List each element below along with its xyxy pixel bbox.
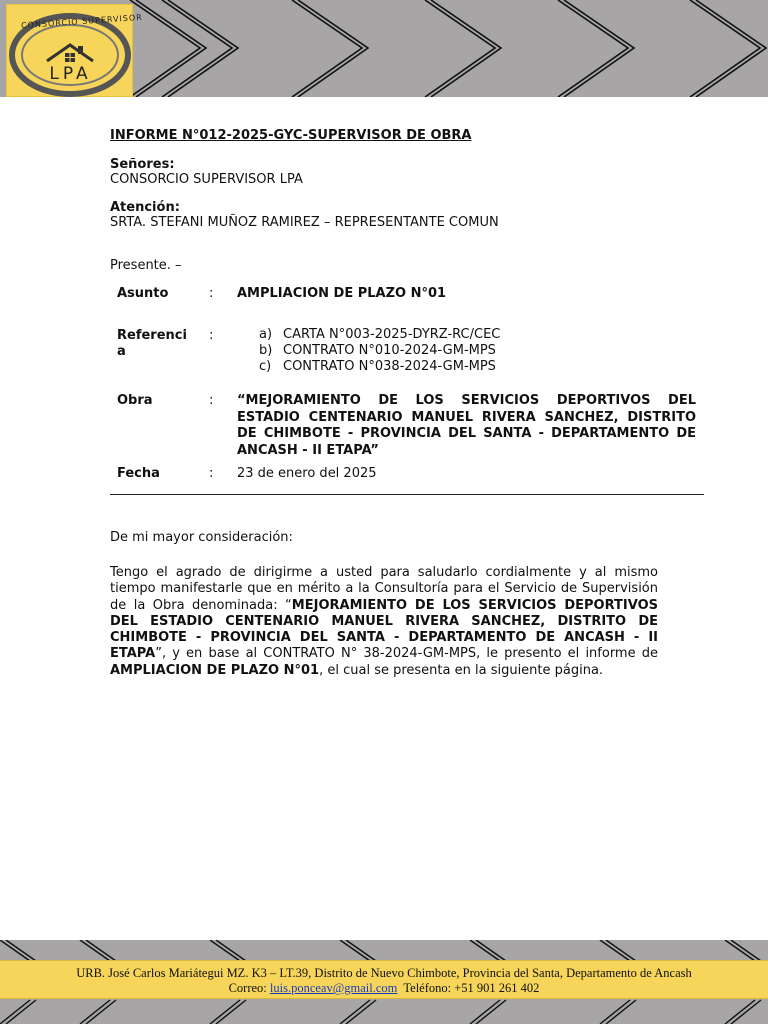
fecha-value: 23 de enero del 2025 (237, 466, 377, 481)
asunto-label: Asunto (117, 286, 169, 301)
asunto-colon: : (209, 286, 214, 301)
atencion-label: Atención: (110, 200, 180, 215)
greeting: De mi mayor consideración: (110, 530, 293, 545)
obra-value: “MEJORAMIENTO DE LOS SERVICIOS DEPORTIVOS DEL ESTADIO CENTENARIO MANUEL RIVERA SANCHEZ, DISTRITO DE CHIMBOTE - PROVINCIA DEL SANTA - DEPARTAMENTO DE ANCASH - II ETAPA” (237, 393, 696, 458)
footer-email-label: Correo: (228, 981, 267, 995)
footer-contact (0, 960, 768, 999)
senores-label: Señores: (110, 157, 175, 172)
logo-initials: LPA (49, 64, 92, 84)
obra-label: Obra (117, 393, 153, 408)
body-text-part2: ”, y en base al CONTRATO N° 38-2024-GM-MPS, le presento el informe de (155, 646, 658, 662)
list-item (259, 343, 500, 359)
header-band (0, 0, 768, 97)
list-marker: c) (259, 359, 272, 374)
section-divider (110, 494, 704, 495)
body-text-part3: , el cual se presenta en la siguiente página. (319, 662, 604, 678)
footer-email-link[interactable]: luis.ponceav@gmail.com (269, 981, 398, 995)
fecha-colon: : (209, 466, 214, 481)
body-text-part1: Tengo el agrado de dirigirme a usted para saludarlo cordialmente y al mismo tiempo manifestarle que en mérito a la Consultoría para el Servicio de Supervisión de la Obra denominada: “ (110, 565, 658, 613)
atencion-value: SRTA. STEFANI MUÑOZ RAMIREZ – REPRESENTANTE COMUN (110, 215, 499, 230)
list-item-text: CONTRATO N°010-2024-GM-MPS (283, 343, 496, 358)
referencia-label (117, 328, 187, 360)
senores-value: CONSORCIO SUPERVISOR LPA (110, 172, 303, 187)
footer-phone-value: +51 901 261 402 (454, 981, 540, 995)
referencia-label-line1: Referenci (117, 328, 187, 343)
asunto-value: AMPLIACION DE PLAZO N°01 (237, 286, 447, 301)
footer-contact-line (0, 981, 768, 996)
footer-phone-label: Teléfono: (403, 981, 452, 995)
body-subject: AMPLIACION DE PLAZO N°01 (110, 662, 320, 678)
presente-line: Presente. – (110, 258, 182, 273)
list-marker: a) (259, 327, 273, 342)
footer-address: URB. José Carlos Mariátegui MZ. K3 – LT.39, Distrito de Nuevo Chimbote, Provincia del Santa, Departamento de Ancash (76, 966, 692, 980)
referencia-label-line2: a (117, 344, 126, 359)
company-logo (6, 4, 144, 97)
list-item-text: CARTA N°003-2025-DYRZ-RC/CEC (283, 327, 501, 342)
list-item (259, 359, 500, 375)
report-title: INFORME N°012-2025-GYC-SUPERVISOR DE OBRA (110, 128, 472, 143)
obra-colon: : (209, 393, 214, 408)
body-project-name: MEJORAMIENTO DE LOS SERVICIOS DEPORTIVOS DEL ESTADIO CENTENARIO MANUEL RIVERA SANCHEZ, DISTRITO DE CHIMBOTE - PROVINCIA DEL SANTA - DEPARTAMENTO DE ANCASH - II ETAPA (110, 597, 658, 662)
logo-ring-text: CONSORCIO SUPERVISOR (20, 12, 144, 31)
body-paragraph (110, 565, 658, 679)
list-marker: b) (259, 343, 273, 358)
referencia-list (259, 327, 500, 375)
referencia-colon: : (209, 328, 214, 343)
list-item-text: CONTRATO N°038-2024-GM-MPS (283, 359, 496, 374)
fecha-label: Fecha (117, 466, 160, 481)
list-item (259, 327, 500, 343)
